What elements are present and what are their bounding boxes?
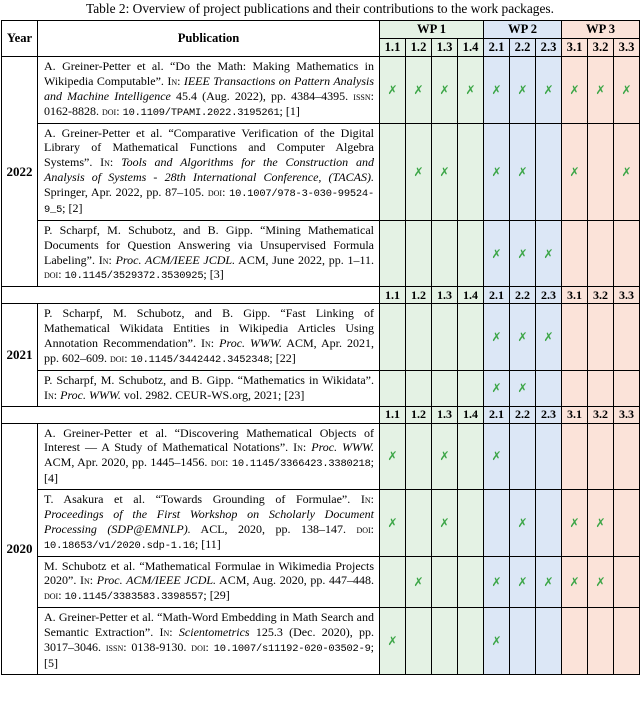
wp-cell-2.1	[484, 423, 510, 490]
publication-cell	[38, 370, 380, 406]
x-mark-icon: ✗	[517, 82, 528, 97]
wp-cell-1.2	[406, 490, 432, 557]
citation-segment: 10.1145/3366423.3380218	[231, 458, 371, 471]
year-cell: 2021	[2, 304, 38, 406]
wp-cell-2.2	[510, 370, 536, 406]
citation-segment: A. Greiner-Petter et al. “Math-Word Embedding in Math Search and Semantic Extraction”.	[44, 610, 374, 640]
publications-table	[1, 20, 640, 675]
publication-row	[2, 370, 640, 406]
wp-cell-2.2	[510, 608, 536, 675]
header-col-1.4: 1.4	[458, 39, 484, 57]
x-mark-icon: ✗	[569, 515, 580, 530]
citation-segment: Proc. ACM/IEEE JCDL.	[96, 573, 217, 588]
wp-cell-1.4	[458, 556, 484, 608]
x-mark-icon: ✗	[491, 246, 502, 261]
subheader-col-1.2: 1.2	[406, 287, 432, 304]
wp-cell-2.2	[510, 220, 536, 287]
x-mark-icon: ✗	[491, 330, 502, 345]
citation-segment: 10.1007/978-3-030-99524-9_5	[44, 188, 374, 216]
publication-cell	[38, 123, 380, 220]
wp-cell-3.3	[614, 423, 640, 490]
wp-cell-1.3	[432, 608, 458, 675]
wp-cell-1.2	[406, 304, 432, 371]
wp-cell-1.4	[458, 370, 484, 406]
x-mark-icon: ✗	[491, 449, 502, 464]
wp-cell-2.3	[536, 608, 562, 675]
wp-cell-3.2	[588, 57, 614, 124]
wp-cell-2.2	[510, 490, 536, 557]
x-mark-icon: ✗	[543, 574, 554, 589]
citation-segment: M. Schubotz et al. “Mathematical Formulae in Wikimedia Projects 2020”.	[44, 558, 374, 588]
wp-cell-1.3	[432, 556, 458, 608]
subheader-col-3.1: 3.1	[562, 406, 588, 423]
publication-cell	[38, 423, 380, 490]
table-header	[2, 21, 640, 57]
publication-cell	[38, 608, 380, 675]
citation-segment: ; [11]	[194, 536, 221, 551]
x-mark-icon: ✗	[517, 574, 528, 589]
x-mark-icon: ✗	[413, 164, 424, 179]
citation-segment: ; [2]	[62, 200, 83, 215]
publication-cell	[38, 304, 380, 371]
wp-cell-3.1	[562, 370, 588, 406]
citation-segment: Scientometrics	[178, 625, 250, 640]
x-mark-icon: ✗	[621, 82, 632, 97]
x-mark-icon: ✗	[543, 330, 554, 345]
publication-cell	[38, 220, 380, 287]
header-group-wp3: WP 3	[562, 21, 640, 39]
publication-row	[2, 304, 640, 371]
citation-segment: doi:	[191, 640, 214, 654]
wp-cell-1.3	[432, 57, 458, 124]
subheader-col-2.2: 2.2	[510, 287, 536, 304]
wp-cell-3.3	[614, 57, 640, 124]
header-col-3.1: 3.1	[562, 39, 588, 57]
wp-cell-2.3	[536, 370, 562, 406]
publication-cell	[38, 490, 380, 557]
wp-cell-3.2	[588, 370, 614, 406]
subheader-blank-cell	[2, 287, 380, 304]
citation-segment: ; [3]	[203, 267, 224, 282]
citation-segment: In:	[100, 155, 122, 170]
publication-row	[2, 608, 640, 675]
x-mark-icon: ✗	[387, 82, 398, 97]
subheader-col-1.3: 1.3	[432, 287, 458, 304]
citation-segment: doi:	[102, 103, 123, 118]
wp-cell-1.3	[432, 423, 458, 490]
header-year: Year	[2, 21, 38, 57]
subheader-row	[2, 287, 640, 304]
x-mark-icon: ✗	[439, 82, 450, 97]
citation-segment: vol. 2982. CEUR-WS.org, 2021; [23]	[120, 387, 305, 402]
citation-segment: In:	[159, 625, 179, 640]
wp-cell-1.1	[380, 556, 406, 608]
wp-cell-1.3	[432, 220, 458, 287]
x-mark-icon: ✗	[387, 515, 398, 530]
wp-cell-2.3	[536, 123, 562, 220]
year-cell: 2020	[2, 423, 38, 674]
header-col-1.2: 1.2	[406, 39, 432, 57]
wp-cell-3.3	[614, 490, 640, 557]
wp-cell-3.2	[588, 608, 614, 675]
citation-segment: In:	[360, 492, 374, 507]
wp-cell-1.4	[458, 423, 484, 490]
citation-segment: issn:	[105, 640, 132, 654]
subheader-col-1.3: 1.3	[432, 406, 458, 423]
citation-segment: P. Scharpf, M. Schubotz, and B. Gipp. “Fast Linking of Mathematical Wikidata Entities in Wikipedia Articles Using Annotation Recommendation”.	[44, 306, 374, 351]
wp-cell-3.2	[588, 123, 614, 220]
subheader-col-3.2: 3.2	[588, 287, 614, 304]
header-col-2.3: 2.3	[536, 39, 562, 57]
wp-cell-2.2	[510, 57, 536, 124]
wp-cell-1.3	[432, 370, 458, 406]
x-mark-icon: ✗	[517, 330, 528, 345]
citation-segment: In:	[98, 252, 116, 267]
wp-cell-2.3	[536, 556, 562, 608]
citation-segment: ACL, 2020, pp. 138–147.	[190, 521, 357, 536]
wp-cell-2.3	[536, 304, 562, 371]
citation-segment: 10.1007/s11192-020-03502-9	[213, 643, 371, 655]
wp-cell-1.2	[406, 57, 432, 124]
x-mark-icon: ✗	[543, 82, 554, 97]
x-mark-icon: ✗	[439, 164, 450, 179]
citation-segment: Proc. WWW.	[60, 387, 121, 402]
wp-cell-2.3	[536, 423, 562, 490]
wp-cell-3.1	[562, 123, 588, 220]
subheader-col-3.3: 3.3	[614, 406, 640, 423]
x-mark-icon: ✗	[491, 381, 502, 396]
citation-segment: P. Scharpf, M. Schubotz, and B. Gipp. “Mining Mathematical Documents for Question Answering via Unsupervised Formula Labeling”.	[44, 222, 374, 267]
citation-segment: In:	[201, 336, 220, 351]
wp-cell-2.1	[484, 220, 510, 287]
wp-cell-3.2	[588, 490, 614, 557]
header-group-wp1: WP 1	[380, 21, 484, 39]
wp-cell-2.1	[484, 370, 510, 406]
citation-segment: 125.3 (Dec. 2020), pp. 3017–3046.	[44, 625, 375, 654]
wp-cell-3.2	[588, 220, 614, 287]
header-col-1.1: 1.1	[380, 39, 406, 57]
wp-cell-3.1	[562, 608, 588, 675]
wp-cell-1.1	[380, 304, 406, 371]
citation-segment: 10.18653/v1/2020.sdp-1.16	[44, 539, 195, 552]
citation-segment: P. Scharpf, M. Schubotz, and B. Gipp. “Mathematics in Wikidata”.	[44, 372, 374, 387]
citation-segment: Proc. WWW.	[219, 336, 282, 351]
x-mark-icon: ✗	[569, 82, 580, 97]
x-mark-icon: ✗	[621, 164, 632, 179]
wp-cell-2.3	[536, 220, 562, 287]
x-mark-icon: ✗	[491, 82, 502, 97]
wp-cell-1.2	[406, 220, 432, 287]
wp-cell-2.1	[484, 57, 510, 124]
subheader-col-1.1: 1.1	[380, 287, 406, 304]
x-mark-icon: ✗	[569, 574, 580, 589]
x-mark-icon: ✗	[413, 82, 424, 97]
x-mark-icon: ✗	[439, 515, 450, 530]
wp-cell-3.3	[614, 123, 640, 220]
citation-segment: 10.1145/3383583.3398557	[64, 591, 204, 604]
wp-cell-3.3	[614, 220, 640, 287]
citation-segment: Proc. ACM/IEEE JCDL.	[115, 252, 236, 267]
wp-cell-1.4	[458, 57, 484, 124]
publication-row	[2, 123, 640, 220]
citation-segment: 45.4 (Aug. 2022), pp. 4384–4395.	[170, 88, 354, 103]
wp-cell-2.1	[484, 304, 510, 371]
wp-cell-3.3	[614, 608, 640, 675]
citation-segment: Tools and Algorithms for the Construction and Analysis of Systems - 28th International Conference, (TACAS).	[44, 155, 374, 185]
citation-segment: ; [4]	[44, 455, 374, 486]
table-caption: Table 2: Overview of project publications and their contributions to the work packages.	[86, 1, 554, 16]
citation-segment: A. Greiner-Petter et al. “Comparative Verification of the Digital Library of Mathematical Functions and Computer Algebra Systems”.	[44, 125, 374, 170]
wp-cell-1.3	[432, 304, 458, 371]
citation-segment: doi:	[210, 455, 232, 470]
wp-cell-2.3	[536, 57, 562, 124]
header-col-1.3: 1.3	[432, 39, 458, 57]
wp-cell-3.1	[562, 423, 588, 490]
citation-segment: ACM, Aug. 2020, pp. 447–448.	[216, 573, 375, 588]
x-mark-icon: ✗	[517, 246, 528, 261]
citation-segment: issn:	[353, 88, 374, 103]
subheader-col-3.3: 3.3	[614, 287, 640, 304]
subheader-col-1.4: 1.4	[458, 287, 484, 304]
citation-segment: 0162-8828.	[44, 103, 102, 118]
x-mark-icon: ✗	[569, 164, 580, 179]
wp-cell-1.2	[406, 370, 432, 406]
wp-cell-1.1	[380, 370, 406, 406]
wp-cell-3.2	[588, 556, 614, 608]
citation-segment: 10.1145/3442442.3452348	[130, 353, 270, 366]
subheader-col-1.2: 1.2	[406, 406, 432, 423]
wp-cell-3.1	[562, 304, 588, 371]
citation-segment: doi:	[44, 267, 65, 282]
year-cell: 2022	[2, 57, 38, 287]
citation-segment: T. Asakura et al. “Towards Grounding of Formulae”.	[44, 492, 361, 507]
publication-row	[2, 57, 640, 124]
wp-cell-3.1	[562, 490, 588, 557]
publication-row	[2, 423, 640, 490]
citation-segment: ACM, Apr. 2021, pp. 602–609.	[44, 336, 375, 365]
x-mark-icon: ✗	[595, 515, 606, 530]
citation-segment: Springer, Apr. 2022, pp. 87–105.	[44, 185, 208, 200]
citation-segment: ; [1]	[279, 103, 300, 118]
header-col-3.2: 3.2	[588, 39, 614, 57]
citation-segment: 10.1109/TPAMI.2022.3195261	[122, 106, 280, 119]
wp-cell-1.2	[406, 123, 432, 220]
wp-cell-1.1	[380, 220, 406, 287]
x-mark-icon: ✗	[595, 82, 606, 97]
header-group-wp2: WP 2	[484, 21, 562, 39]
wp-cell-2.2	[510, 304, 536, 371]
citation-segment: A. Greiner-Petter et al. “Discovering Mathematical Objects of Interest — A Study of Mathematical Notations”.	[44, 425, 374, 455]
x-mark-icon: ✗	[465, 82, 476, 97]
header-col-3.3: 3.3	[614, 39, 640, 57]
wp-cell-1.1	[380, 608, 406, 675]
subheader-col-2.3: 2.3	[536, 406, 562, 423]
citation-segment: doi:	[207, 185, 230, 200]
wp-cell-1.2	[406, 423, 432, 490]
x-mark-icon: ✗	[517, 164, 528, 179]
wp-cell-1.2	[406, 556, 432, 608]
wp-cell-2.1	[484, 556, 510, 608]
wp-cell-1.1	[380, 57, 406, 124]
wp-cell-1.1	[380, 490, 406, 557]
wp-cell-1.3	[432, 123, 458, 220]
citation-segment: doi:	[110, 350, 131, 365]
subheader-col-2.1: 2.1	[484, 406, 510, 423]
wp-cell-1.1	[380, 123, 406, 220]
table-body	[2, 57, 640, 675]
citation-segment: In:	[167, 73, 184, 88]
citation-segment: 10.1145/3529372.3530925	[64, 270, 204, 283]
subheader-col-2.2: 2.2	[510, 406, 536, 423]
wp-cell-2.2	[510, 123, 536, 220]
citation-segment: In:	[293, 440, 312, 455]
wp-cell-2.3	[536, 490, 562, 557]
header-col-2.1: 2.1	[484, 39, 510, 57]
x-mark-icon: ✗	[491, 634, 502, 648]
wp-cell-2.2	[510, 423, 536, 490]
wp-cell-3.1	[562, 220, 588, 287]
wp-cell-2.1	[484, 608, 510, 675]
header-col-2.2: 2.2	[510, 39, 536, 57]
citation-segment: ; [22]	[269, 350, 296, 365]
publication-row	[2, 220, 640, 287]
citation-segment: ACM, June 2022, pp. 1–11.	[235, 252, 375, 267]
x-mark-icon: ✗	[387, 449, 398, 464]
publication-row	[2, 490, 640, 557]
header-publication: Publication	[38, 21, 380, 57]
wp-cell-3.1	[562, 556, 588, 608]
citation-segment: doi:	[356, 521, 374, 536]
wp-cell-3.2	[588, 423, 614, 490]
citation-segment: Proceedings of the First Workshop on Scholarly Document Processing (SDP@EMNLP).	[44, 506, 374, 536]
x-mark-icon: ✗	[491, 164, 502, 179]
citation-segment: ; [29]	[203, 588, 230, 603]
citation-segment: IEEE Transactions on Pattern Analysis and Machine Intelligence	[44, 73, 374, 103]
wp-cell-1.4	[458, 304, 484, 371]
x-mark-icon: ✗	[595, 574, 606, 589]
citation-segment: 0138-9130.	[131, 640, 192, 654]
publication-cell	[38, 556, 380, 608]
wp-cell-1.1	[380, 423, 406, 490]
x-mark-icon: ✗	[517, 381, 528, 396]
wp-cell-3.2	[588, 304, 614, 371]
publication-cell	[38, 57, 380, 124]
subheader-col-3.2: 3.2	[588, 406, 614, 423]
citation-segment: ; [5]	[44, 640, 374, 670]
header-row-groups	[2, 21, 640, 39]
wp-cell-2.1	[484, 123, 510, 220]
x-mark-icon: ✗	[543, 246, 554, 261]
wp-cell-1.4	[458, 123, 484, 220]
wp-cell-3.1	[562, 57, 588, 124]
citation-segment: In:	[79, 573, 97, 588]
subheader-blank-cell	[2, 406, 380, 423]
x-mark-icon: ✗	[517, 515, 528, 530]
wp-cell-3.3	[614, 304, 640, 371]
citation-segment: ACM, Apr. 2020, pp. 1445–1456.	[44, 455, 211, 470]
x-mark-icon: ✗	[387, 634, 398, 648]
wp-cell-2.2	[510, 556, 536, 608]
subheader-col-1.1: 1.1	[380, 406, 406, 423]
wp-cell-1.2	[406, 608, 432, 675]
wp-cell-1.4	[458, 608, 484, 675]
wp-cell-3.3	[614, 370, 640, 406]
wp-cell-3.3	[614, 556, 640, 608]
publication-row	[2, 556, 640, 608]
subheader-row	[2, 406, 640, 423]
citation-segment: doi:	[44, 588, 65, 603]
citation-segment: A. Greiner-Petter et al. “Do the Math: Making Mathematics in Wikipedia Computable”.	[44, 59, 374, 88]
x-mark-icon: ✗	[413, 574, 424, 589]
citation-segment: In:	[44, 387, 61, 402]
subheader-col-2.1: 2.1	[484, 287, 510, 304]
subheader-col-2.3: 2.3	[536, 287, 562, 304]
x-mark-icon: ✗	[491, 574, 502, 589]
subheader-col-1.4: 1.4	[458, 406, 484, 423]
wp-cell-1.3	[432, 490, 458, 557]
wp-cell-1.4	[458, 490, 484, 557]
subheader-col-3.1: 3.1	[562, 287, 588, 304]
x-mark-icon: ✗	[439, 449, 450, 464]
citation-segment: Proc. WWW.	[311, 440, 374, 455]
wp-cell-1.4	[458, 220, 484, 287]
wp-cell-2.1	[484, 490, 510, 557]
